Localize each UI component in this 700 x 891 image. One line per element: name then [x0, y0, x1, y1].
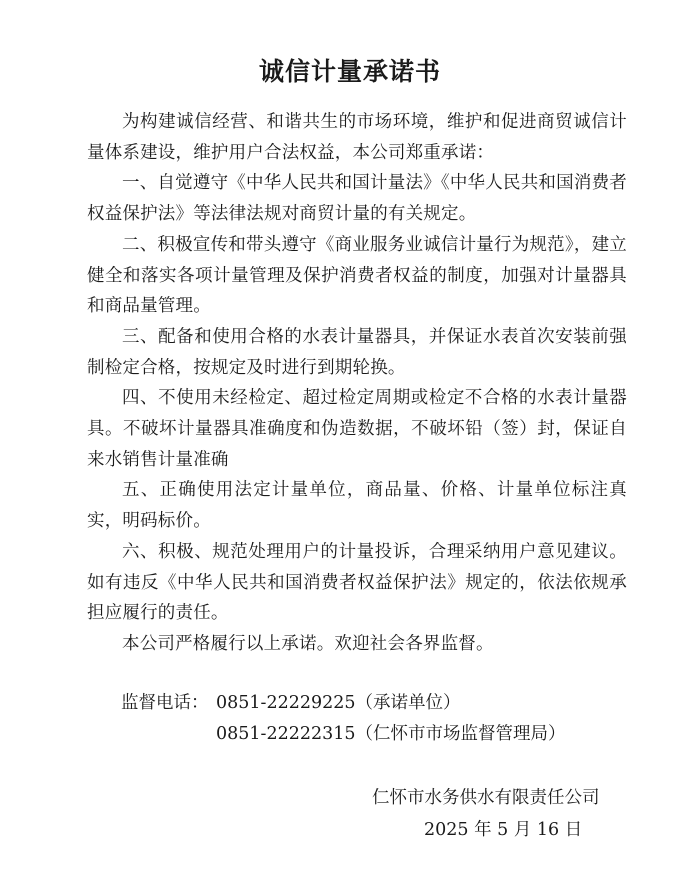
commitment-item-3: 三、配备和使用合格的水表计量器具，并保证水表首次安装前强制检定合格，按规定及时进行到期轮换。 [87, 326, 627, 378]
supervision-label: 监督电话： [121, 693, 209, 713]
supervision-phone-2: 0851-22222315（仁怀市市场监督管理局） [216, 724, 566, 744]
intro-paragraph: 为构建诚信经营、和谐共生的市场环境，维护和促进商贸诚信计量体系建设，维护用户合法权益，本公司郑重承诺： [87, 112, 627, 163]
page-title: 诚信计量承诺书 [258, 57, 441, 86]
supervision-phone-1: 0851-22229225（承诺单位） [216, 693, 461, 713]
commitment-item-1: 一、自觉遵守《中华人民共和国计量法》《中华人民共和国消费者权益保护法》等法律法规对商贸计量的有关规定。 [87, 173, 627, 225]
signature-company: 仁怀市水务供水有限责任公司 [372, 788, 600, 808]
commitment-item-4: 四、不使用未经检定、超过检定周期或检定不合格的水表计量器具。不破坏计量器具准确度和伪造数据，不破坏铅（签）封，保证自来水销售计量准确 [87, 388, 627, 470]
signature-date: 2025 年 5 月 16 日 [424, 820, 583, 840]
commitment-item-5: 五、正确使用法定计量单位，商品量、价格、计量单位标注真实，明码标价。 [87, 480, 627, 532]
commitment-body [87, 107, 627, 660]
commitment-item-6: 六、积极、规范处理用户的计量投诉，合理采纳用户意见建议。如有违反《中华人民共和国消费者权益保护法》规定的，依法依规承担应履行的责任。 [87, 541, 627, 624]
closing-paragraph: 本公司严格履行以上承诺。欢迎社会各界监督。 [122, 633, 494, 654]
commitment-item-2: 二、积极宣传和带头遵守《商业服务业诚信计量行为规范》，建立健全和落实各项计量管理及保护消费者权益的制度，加强对计量器具和商品量管理。 [87, 234, 627, 317]
